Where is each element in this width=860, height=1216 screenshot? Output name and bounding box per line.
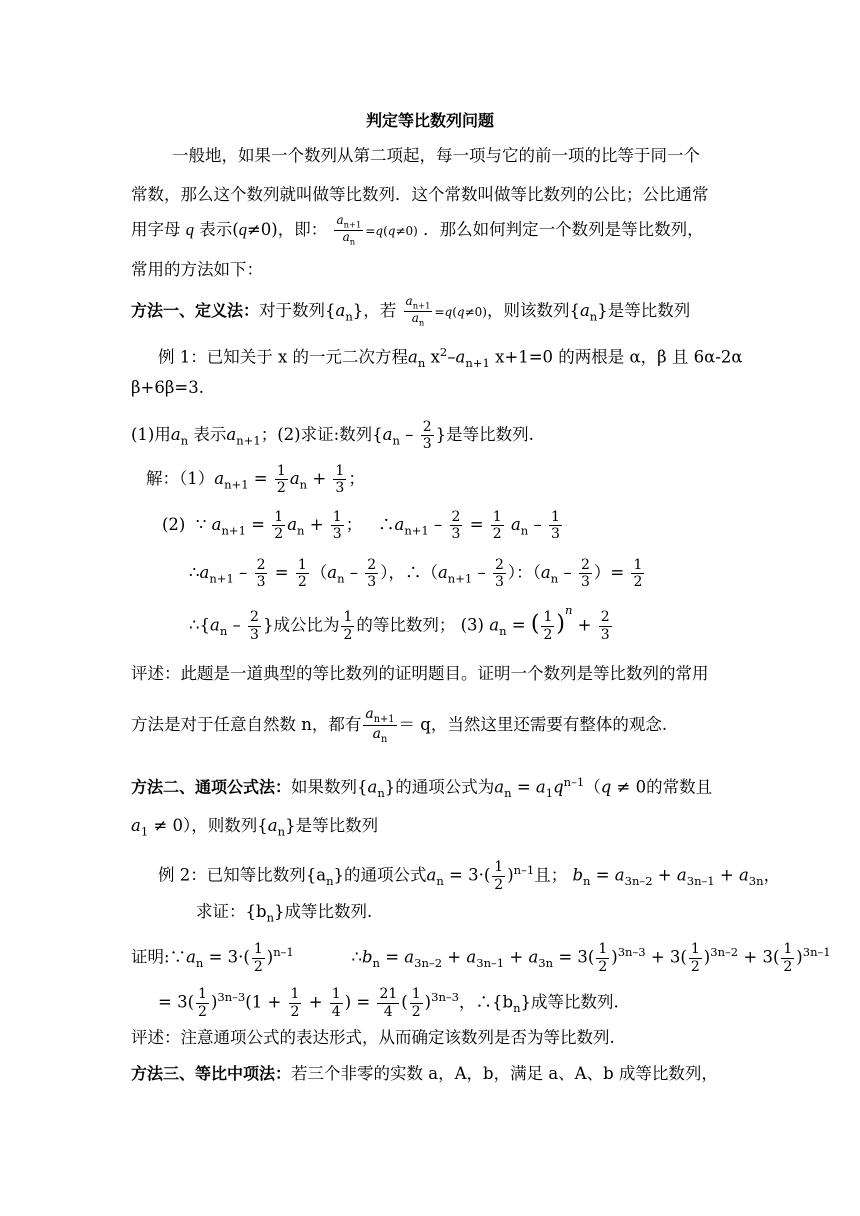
solution-line-2: (2) ∵ $a_{n+1}$ = $\frac{1}{2}$ $a_n$ + $\frac{1}{3}$ ； $\therefore a_{n+1}$ – $\frac{2}{3}$ = $\frac{1}{2}$ $a_n$ – $\frac{1}{3}$ bbox=[162, 509, 560, 543]
method-2-heading: 方法二、通项公式法： bbox=[131, 777, 292, 797]
intro-line-3: 用字母 q 表示(q≠0)，即： $\frac{a_{n+1}}{a_n}$ =q(q≠0) ．那么如何判定一个数列是等比数列， bbox=[131, 213, 704, 247]
intro-line-4: 常用的方法如下： bbox=[131, 260, 263, 279]
intro-line-1: 一般地，如果一个数列从第二项起，每一项与它的前一项的比等于同一个 bbox=[172, 146, 700, 165]
definition-fraction: $\frac{a_{n+1}}{a_n}$ bbox=[405, 294, 431, 328]
method-1-line: 方法一、定义法：对于数列$\{a_n\}$，若 $\frac{a_{n+1}}{a_n}$ =q(q≠0)，则该数列$\{a_n\}$是等比数列 bbox=[131, 294, 691, 328]
method-3-line: 方法三、等比中项法：若三个非零的实数 a，A，b，满足 a、A、b 成等比数列， bbox=[131, 1064, 718, 1083]
example-2-line-2: 求证：$\{b_n\}$成等比数列. bbox=[196, 902, 373, 925]
method-2-line-1: 方法二、通项公式法：如果数列$\{a_n\}$的通项公式为$a_n = a_1q^{n-1}(q \ne 0$的常数且 bbox=[131, 775, 713, 800]
review-1-line-1: 评述：此题是一道典型的等比数列的证明题目。证明一个数列是等比数列的常用 bbox=[131, 664, 709, 683]
example-1-line-2: β+6β=3. bbox=[131, 378, 204, 397]
ratio-fraction: $\frac{a_{n+1}}{a_n}$ bbox=[336, 213, 362, 247]
review-1-line-2: 方法是对于任意自然数 n，都有 $\frac{a_{n+1}}{a_n}$ ＝ q，当然这里还需要有整体的观念. bbox=[131, 706, 668, 745]
page-title: 判定等比数列问题 bbox=[365, 111, 494, 130]
intro-line-2: 常数，那么这个数列就叫做等比数列．这个常数叫做等比数列的公比；公比通常 bbox=[131, 185, 709, 204]
method-3-heading: 方法三、等比中项法： bbox=[131, 1064, 292, 1083]
solution-line-1: 解：$(1)a_{n+1}$ = $\frac{1}{2}$ $a_n$ + $\frac{1}{3}$ ； bbox=[146, 463, 365, 497]
example-1-line-3: (1)用$a_n$ 表示$a_{n+1}$；(2)求证:数列{$a_n$ – $\frac{2}{3}$ }是等比数列. bbox=[131, 419, 534, 453]
example-2-line-1: 例 2：已知等比数列$\{a_n\}$的通项公式$a_n = 3\cdot$( $\frac{1}{2}$ )$^{n-1}$且； $b_n = a_{3n-2} + a_{3n-1} + a_{3n}$， bbox=[158, 859, 781, 893]
example-1-line-1: 例 1：已知关于 x 的一元二次方程$a_n$ $x^2-a_{n+1}$ x+1=0 的两根是 α，β 且 6α-2α bbox=[158, 345, 743, 370]
review-2-line: 评述：注意通项公式的表达形式，从而确定该数列是否为等比数列. bbox=[131, 1028, 615, 1047]
proof-line-1: 证明$:\because a_n = 3\cdot$( $\frac{1}{2}$ )$^{n-1}$ $\therefore b_n = a_{3n-2} + a_{3n-1} + a_{3n} = 3$( $\frac{1}{2}$ )$^{3n-3}$ + 3( $\frac{1}{2}$ )$^{3n-2}$ + 3( $\frac{1}{2}$ )$^{3n-1}$ bbox=[131, 941, 831, 975]
method-1-heading: 方法一、定义法： bbox=[131, 301, 260, 321]
solution-line-4: $\therefore\{a_n$ – $\frac{2}{3}$ }成公比为 $\frac{1}{2}$ 的等比数列； (3) $a_n$ = ( $\frac{1}{2}$ )$^n$ + $\frac{2}{3}$ bbox=[189, 603, 610, 643]
proof-line-2: = 3( $\frac{1}{2}$ )$^{3n-3}$(1 + $\frac{1}{2}$ + $\frac{1}{4}$ ) = $\frac{21}{4}$ ( $\frac{1}{2}$ )$^{3n-3}$，$\therefore\{b_n\}$成等比数列. bbox=[158, 986, 619, 1020]
solution-line-3: $\therefore a_{n+1}$ – $\frac{2}{3}$ = $\frac{1}{2}$ （$a_n$ – $\frac{2}{3}$ ），$\therefore(a_{n+1}$ – $\frac{2}{3}$ ）：（$a_n$ – $\frac{2}{3}$ ）= $\frac{1}{2}$ bbox=[189, 557, 643, 591]
method-2-line-2: $a_1 \ne 0$），则数列$\{a_n\}$是等比数列 bbox=[131, 816, 379, 839]
